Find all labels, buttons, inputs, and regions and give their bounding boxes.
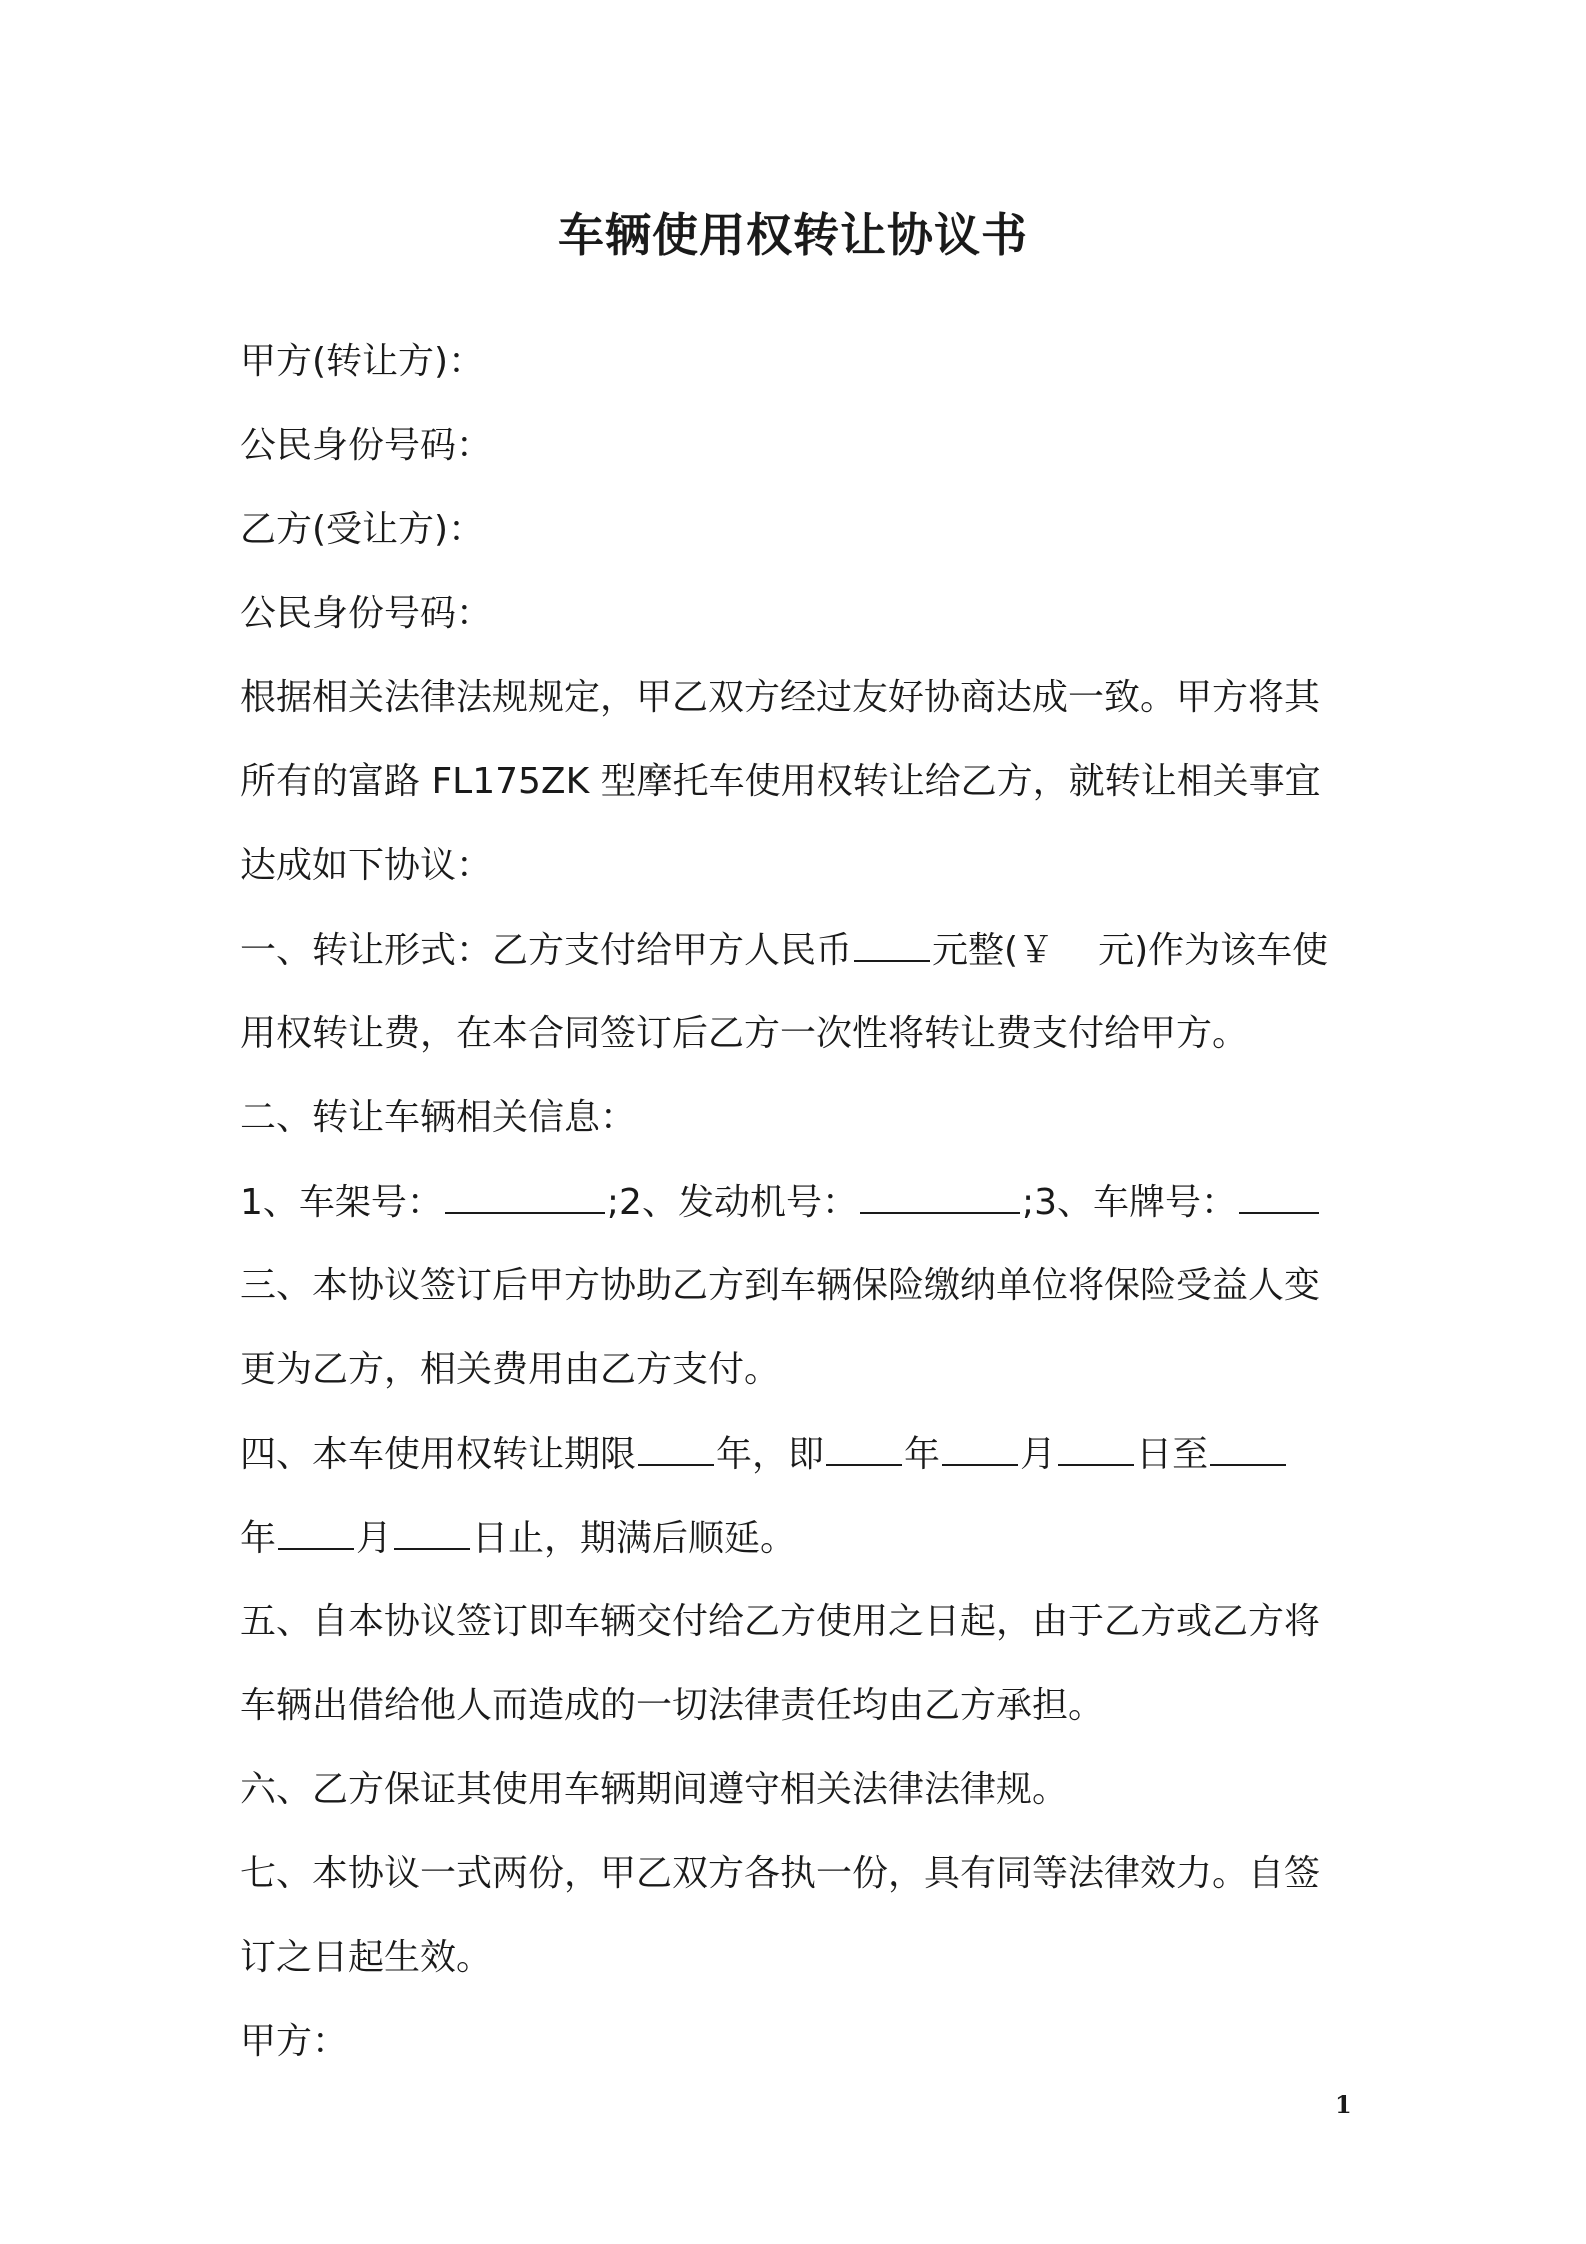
end-month-blank[interactable] bbox=[278, 1514, 354, 1550]
party-a-signature-label: 甲方： bbox=[240, 2021, 349, 2062]
party-b-id-label: 公民身份号码： bbox=[240, 593, 493, 634]
clause-4-text-c: 年 bbox=[904, 1434, 941, 1475]
clause-5-line-1: 五、自本协议签订即车辆交付给乙方使用之日起，由于乙方或乙方将 bbox=[240, 1601, 1321, 1642]
amount-figure-blank[interactable] bbox=[1056, 928, 1096, 962]
end-year-blank[interactable] bbox=[1210, 1430, 1286, 1466]
party-b-label: 乙方(受让方)： bbox=[240, 509, 485, 550]
start-month-blank[interactable] bbox=[942, 1430, 1018, 1466]
clause-3-line-2: 更为乙方，相关费用由乙方支付。 bbox=[240, 1349, 781, 1390]
frame-number-label: 1、车架号： bbox=[240, 1182, 443, 1223]
clause-2-fields bbox=[240, 1178, 1360, 1227]
start-day-blank[interactable] bbox=[1058, 1430, 1134, 1466]
clause-5-line-2: 车辆出借给他人而造成的一切法律责任均由乙方承担。 bbox=[240, 1685, 1105, 1726]
plate-number-label: ;3、车牌号： bbox=[1021, 1182, 1237, 1223]
amount-blank[interactable] bbox=[854, 926, 930, 962]
clause-4-text-a: 四、本车使用权转让期限 bbox=[240, 1434, 637, 1475]
clause-7-line-1: 七、本协议一式两份，甲乙双方各执一份，具有同等法律效力。自签 bbox=[240, 1853, 1321, 1894]
clause-1-line-1 bbox=[240, 926, 1360, 975]
clause-4-text-e: 日至 bbox=[1136, 1434, 1209, 1475]
clause-2-heading: 二、转让车辆相关信息： bbox=[240, 1097, 637, 1138]
party-a-label: 甲方(转让方)： bbox=[240, 341, 485, 382]
term-years-blank[interactable] bbox=[638, 1430, 714, 1466]
clause-4-line-1 bbox=[240, 1430, 1360, 1479]
plate-number-blank[interactable] bbox=[1239, 1178, 1319, 1214]
clause-4-text-b: 年，即 bbox=[716, 1434, 825, 1475]
party-a-id-label: 公民身份号码： bbox=[240, 425, 493, 466]
clause-3-line-1: 三、本协议签订后甲方协助乙方到车辆保险缴纳单位将保险受益人变 bbox=[240, 1265, 1321, 1306]
clause-1-text-b: 元整(￥ bbox=[932, 930, 1055, 971]
end-day-blank[interactable] bbox=[394, 1514, 470, 1550]
intro-line-2: 所有的富路 FL175ZK 型摩托车使用权转让给乙方，就转让相关事宜 bbox=[240, 761, 1321, 802]
document-title: 车辆使用权转让协议书 bbox=[558, 208, 1028, 262]
intro-line-1: 根据相关法律法规规定，甲乙双方经过友好协商达成一致。甲方将其 bbox=[240, 677, 1321, 718]
clause-6: 六、乙方保证其使用车辆期间遵守相关法律法律规。 bbox=[240, 1769, 1069, 1810]
clause-1-text-a: 一、转让形式：乙方支付给甲方人民币 bbox=[240, 930, 853, 971]
clause-1-text-c: 元)作为该车使 bbox=[1098, 930, 1329, 971]
engine-number-blank[interactable] bbox=[860, 1178, 1020, 1214]
clause-1-line-2: 用权转让费，在本合同签订后乙方一次性将转让费支付给甲方。 bbox=[240, 1013, 1249, 1054]
page-number: 1 bbox=[1335, 2090, 1352, 2119]
intro-line-3: 达成如下协议： bbox=[240, 845, 493, 886]
frame-number-blank[interactable] bbox=[445, 1178, 605, 1214]
clause-4-line-2 bbox=[240, 1514, 1360, 1563]
engine-number-label: ;2、发动机号： bbox=[606, 1182, 858, 1223]
clause-4-text-f: 年 bbox=[240, 1518, 277, 1559]
clause-4-text-g: 月 bbox=[356, 1518, 393, 1559]
start-year-blank[interactable] bbox=[826, 1430, 902, 1466]
clause-7-line-2: 订之日起生效。 bbox=[240, 1937, 493, 1978]
clause-4-text-h: 日止，期满后顺延。 bbox=[472, 1518, 797, 1559]
clause-4-text-d: 月 bbox=[1020, 1434, 1057, 1475]
